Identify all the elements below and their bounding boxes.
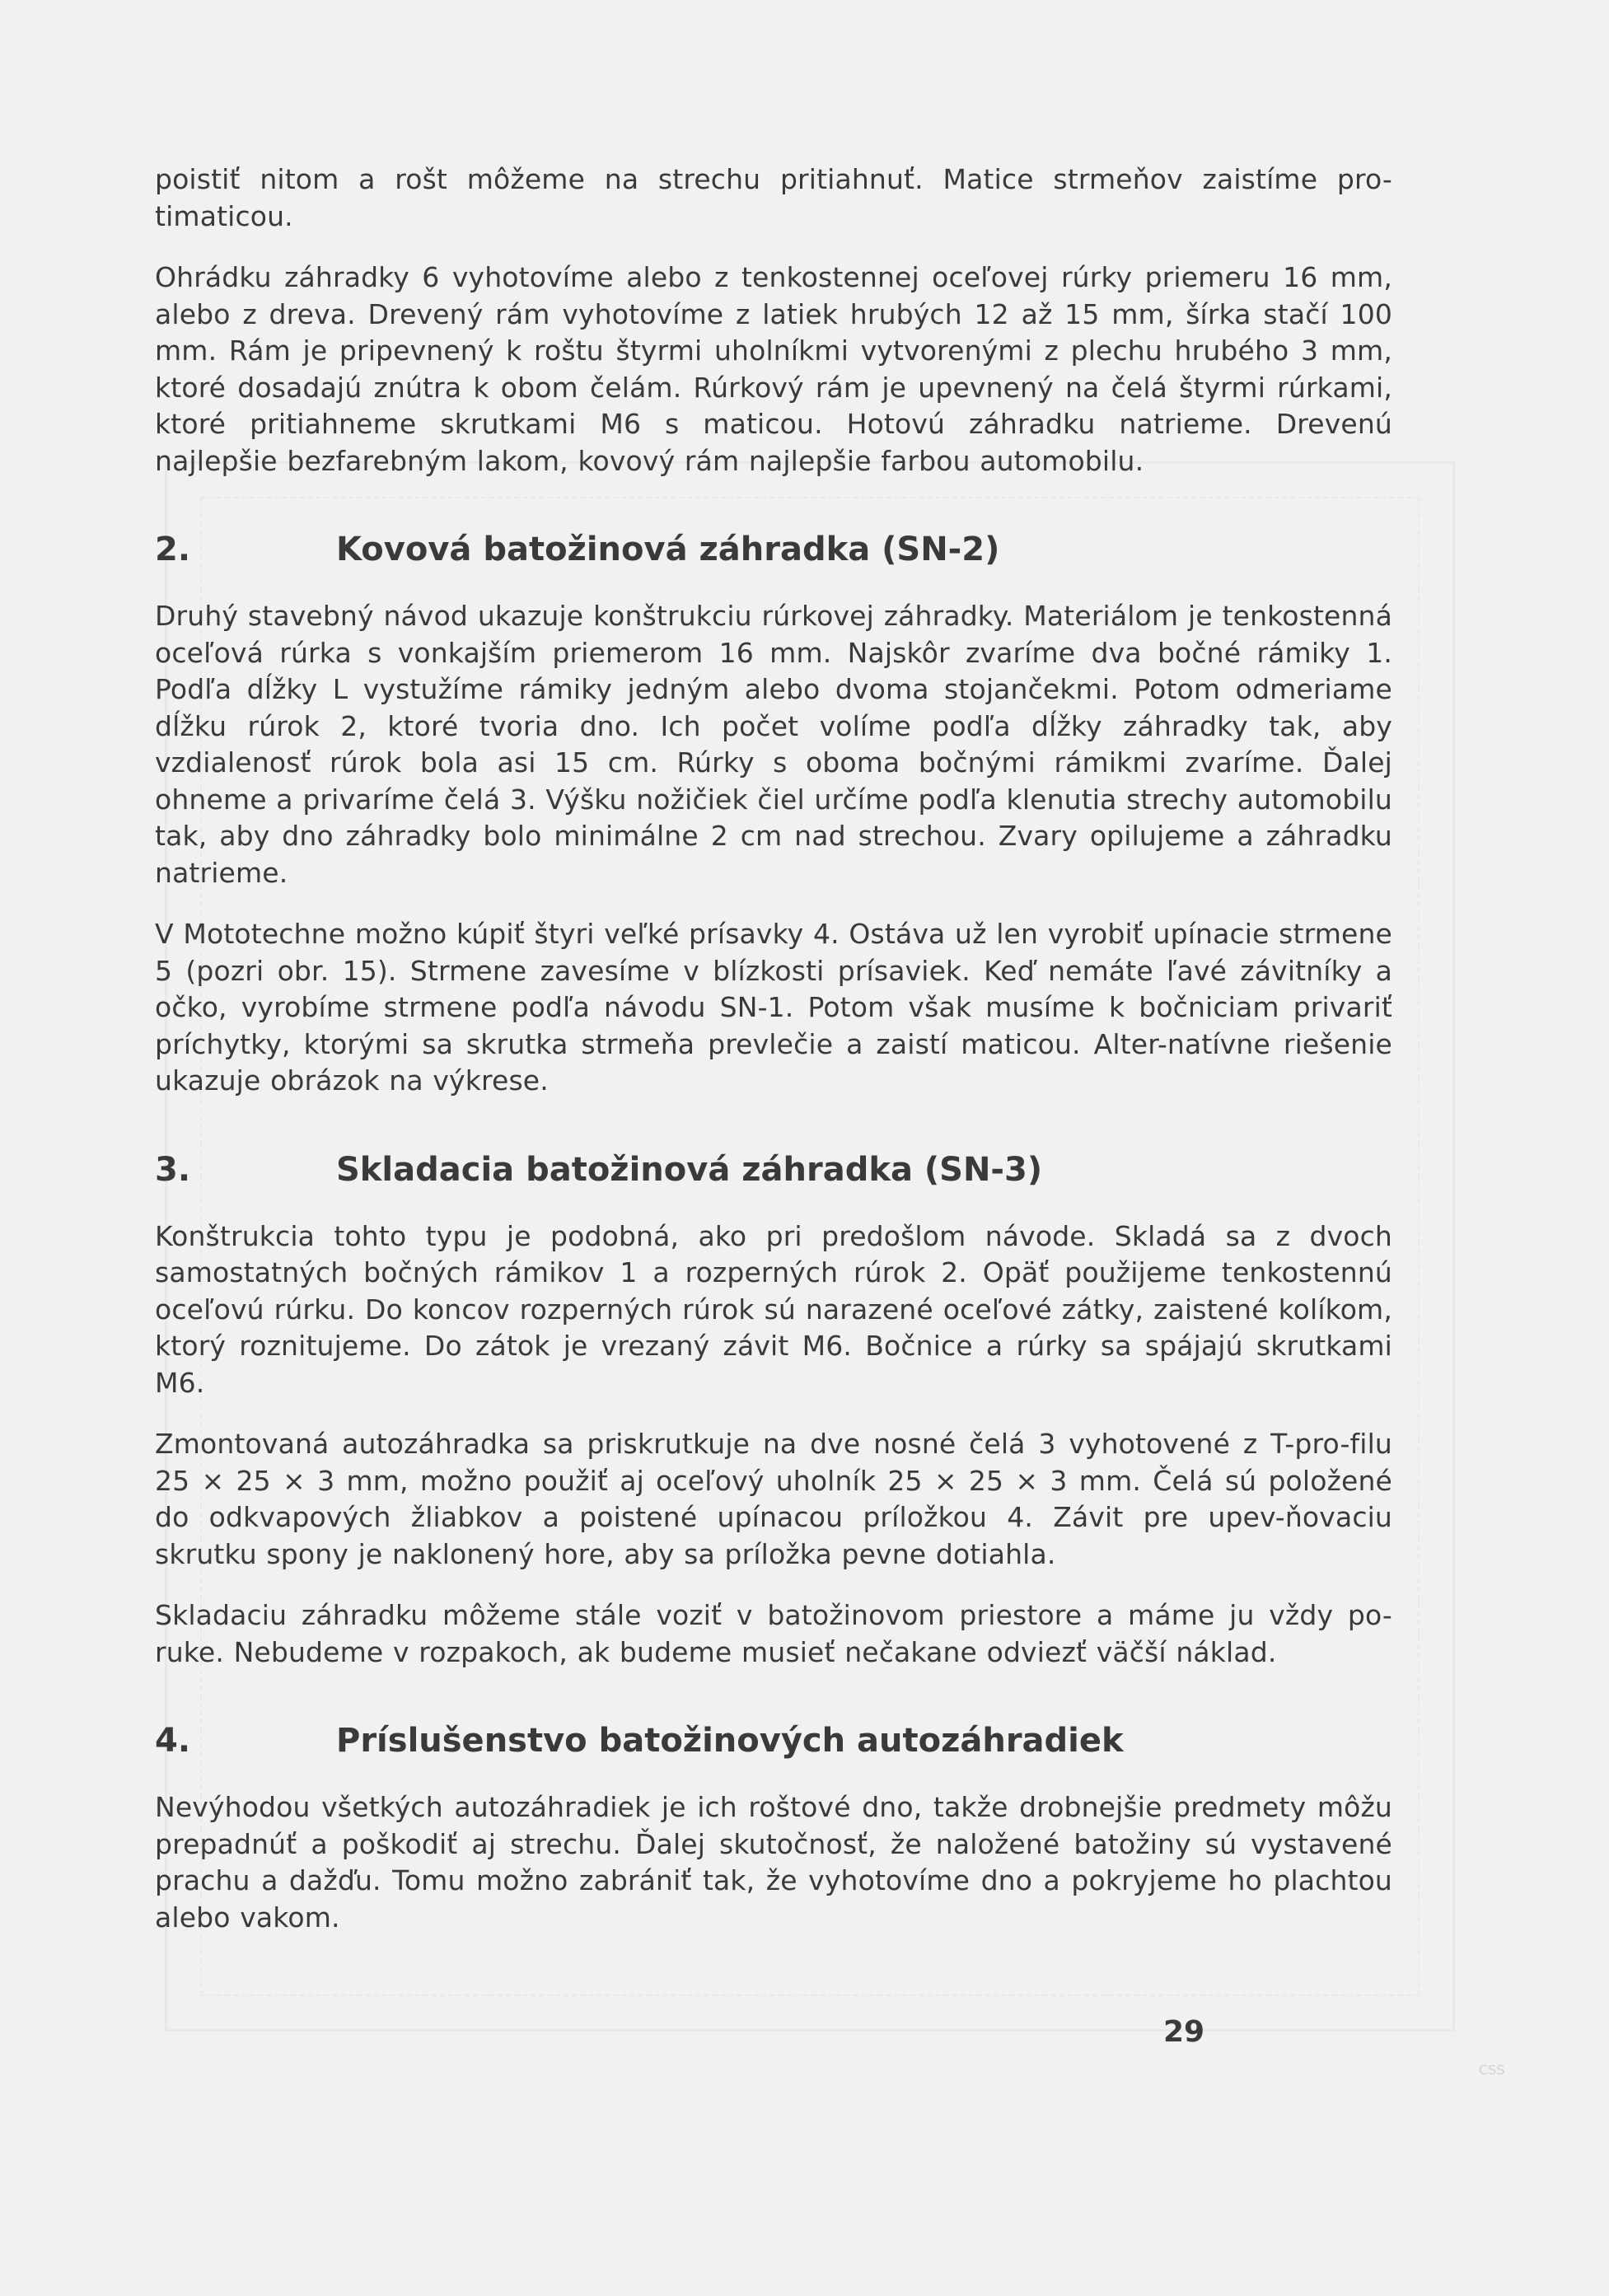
section-4-paragraph-1: Nevýhodou všetkých autozáhradiek je ich roštové dno, takže drobnejšie predmety môžu prepadnúť a poškodiť aj strechu. Ďalej skutočnosť, že naložené batožiny sú vystavené prachu a dažďu. Tomu možno zabrániť tak, že vyhotovíme dno a pokryjeme ho plachtou alebo vakom. — [155, 1791, 1392, 1934]
section-title: Kovová batožinová záhradka (SN-2) — [336, 531, 1000, 568]
section-2-paragraph-1: Druhý stavebný návod ukazuje konštrukciu rúrkovej záhradky. Materiálom je tenkostenná oceľová rúrka s vonkajším priemerom 16 mm. Najskôr zvaríme dva bočné rámiky 1. Podľa dĺžky L vystužíme rámiky jedným alebo dvoma stojančekmi. Potom odmeriame dĺžku rúrok 2, ktoré tvoria dno. Ich počet volíme podľa dĺžky záhradky tak, aby vzdialenosť rúrok bola asi 15 cm. Rúrky s oboma bočnými rámikmi zvaríme. Ďalej ohneme a privaríme čelá 3. Výšku nožičiek čiel určíme podľa klenutia strechy automobilu tak, aby dno záhradky bolo minimálne 2 cm nad strechou. Zvary opilujeme a záhradku natrieme. — [155, 600, 1392, 889]
section-heading-2 — [155, 531, 1392, 568]
section-number: 2. — [155, 531, 191, 568]
section-title: Skladacia batožinová záhradka (SN-3) — [336, 1150, 1043, 1189]
intro-paragraph-1: poistiť nitom a rošt môžeme na strechu pritiahnuť. Matice strmeňov zaistíme pro-timaticou. — [155, 163, 1392, 232]
section-2-paragraph-2: V Mototechne možno kúpiť štyri veľké prísavky 4. Ostáva už len vyrobiť upínacie strmene 5 (pozri obr. 15). Strmene zavesíme v blízkosti prísaviek. Keď nemáte ľavé závitníky a očko, vyrobíme strmene podľa návodu SN-1. Potom však musíme k bočniciam privariť príchytky, ktorými sa skrutka strmeňa prevlečie a zaistí maticou. Alter-natívne riešenie ukazuje obrázok na výkrese. — [155, 918, 1392, 1097]
corner-mark: CSS — [1479, 2062, 1505, 2078]
section-title: Príslušenstvo batožinových autozáhradiek — [336, 1722, 1124, 1760]
section-3-paragraph-3: Skladaciu záhradku môžeme stále voziť v batožinovom priestore a máme ju vždy po-ruke. Nebudeme v rozpakoch, ak budeme musieť nečakane odviezť väčší náklad. — [155, 1599, 1392, 1668]
section-heading-4 — [155, 1722, 1392, 1760]
page-number: 29 — [1163, 2015, 1205, 2049]
section-number: 3. — [155, 1150, 191, 1189]
section-heading-3 — [155, 1151, 1392, 1189]
section-3-paragraph-1: Konštrukcia tohto typu je podobná, ako pri predošlom návode. Skladá sa z dvoch samostatných bočných rámikov 1 a rozperných rúrok 2. Opäť použijeme tenkostennú oceľovú rúrku. Do koncov rozperných rúrok sú narazené oceľové zátky, zaistené kolíkom, ktorý roznitujeme. Do zátok je vrezaný závit M6. Bočnice a rúrky sa spájajú skrutkami M6. — [155, 1219, 1392, 1399]
intro-paragraph-2: Ohrádku záhradky 6 vyhotovíme alebo z tenkostennej oceľovej rúrky priemeru 16 mm, alebo z dreva. Drevený rám vyhotovíme z latiek hrubých 12 až 15 mm, šírka stačí 100 mm. Rám je pripevnený k roštu štyrmi uholníkmi vytvorenými z plechu hrubého 3 mm, ktoré dosadajú znútra k obom čelám. Rúrkový rám je upevnený na čelá štyrmi rúrkami, ktoré pritiahneme skrutkami M6 s maticou. Hotovú záhradku natrieme. Drevenú najlepšie bezfarebným lakom, kovový rám najlepšie farbou automobilu. — [155, 261, 1392, 477]
page-content — [155, 161, 1392, 1936]
section-3-paragraph-2: Zmontovaná autozáhradka sa priskrutkuje na dve nosné čelá 3 vyhotovené z T-pro-filu 25 × 25 × 3 mm, možno použiť aj oceľový uholník 25 × 25 × 3 mm. Čelá sú položené do odkvapových žliabkov a poistené upínacou príložkou 4. Závit pre upev-ňovaciu skrutku spony je naklonený hore, aby sa príložka pevne dotiahla. — [155, 1428, 1392, 1570]
section-number: 4. — [155, 1722, 191, 1760]
